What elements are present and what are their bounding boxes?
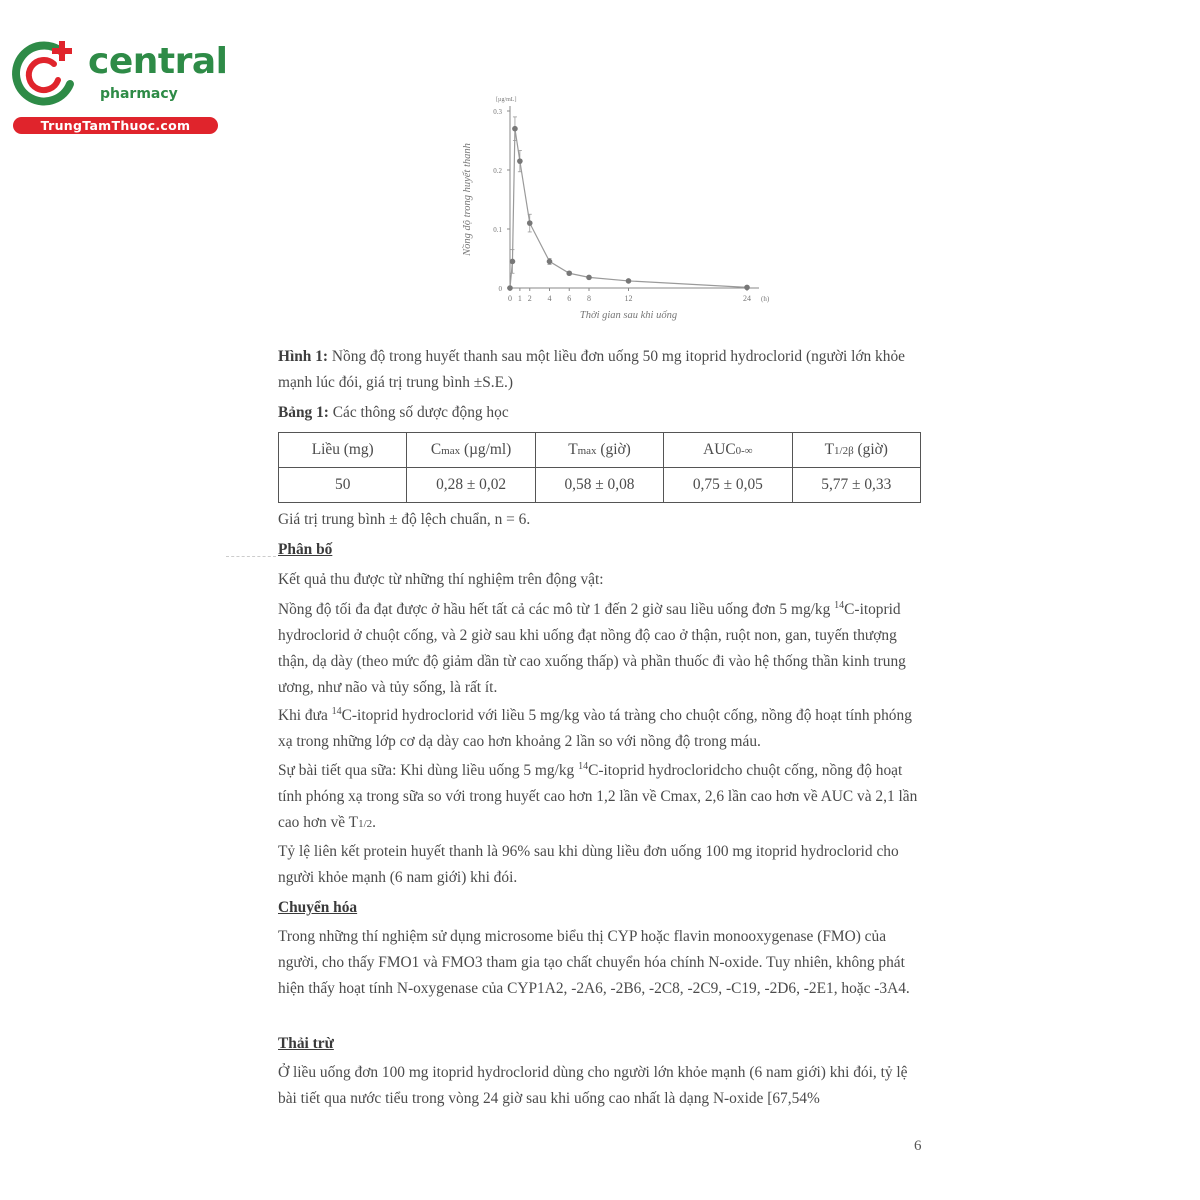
logo-sub-text: pharmacy [100,86,178,102]
svg-text:1: 1 [517,294,522,303]
svg-text:Thời gian sau khi uống: Thời gian sau khi uống [579,310,678,321]
distribution-paragraph-4: Sự bài tiết qua sữa: Khi dùng liều uống 5 mg/kg $^{14}$C-itoprid hydrocloridcho chuột cống, nồng độ hoạt tính phóng xạ trong sữa so với trong huyết cao hơn 1,2 lần về Cmax, 2,6 lần cao hơn về AUC và 2,1 lần cao hơn về T1/2. [278,761,918,831]
cell-half-life: 5,77 ± 0,33 [792,468,920,503]
header-half-life: T1/2β (giờ) [792,433,920,468]
svg-text:24: 24 [743,294,751,303]
svg-text:[µg/mL]: [µg/mL] [496,97,517,103]
svg-text:4: 4 [547,294,552,303]
svg-text:0: 0 [508,294,512,303]
svg-text:6: 6 [567,294,572,303]
section-heading-metabolism: Chuyển hóa [278,899,358,916]
central-pharmacy-logo[interactable] [10,38,228,138]
logo-url-badge[interactable]: TrungTamThuoc.com [13,117,218,134]
cell-auc: 0,75 ± 0,05 [664,468,792,503]
svg-text:(h): (h) [761,295,770,303]
distribution-paragraph-1: Kết quả thu được từ những thí nghiệm trên động vật: [278,571,604,588]
figure-label: Hình 1: [278,348,329,365]
svg-text:0.2: 0.2 [493,167,502,175]
table-row [279,468,921,503]
distribution-paragraph-5: Tỷ lệ liên kết protein huyết thanh là 96% sau khi dùng liều đơn uống 100 mg itoprid hydroclorid cho người khỏe mạnh (6 nam giới) khi đói. [278,843,899,886]
figure-caption [278,344,923,396]
table-caption-text: Các thông số dược động học [328,404,509,421]
table-caption [278,400,923,426]
section-heading-distribution: Phân bố [278,541,333,558]
metabolism-paragraph: Trong những thí nghiệm sử dụng microsome biểu thị CYP hoặc flavin monooxygenase (FMO) của người, cho thấy FMO1 và FMO3 tham gia tạo chất chuyển hóa chính N-oxide. Tuy nhiên, không phát hiện thấy hoạt tính N-oxygenase của CYP1A2, -2A6, -2B6, -2C8, -2C9, -C19, -2D6, -2E1, hoặc -3A4. [278,928,910,997]
cell-dose: 50 [279,468,407,503]
table-header-row [279,433,921,468]
header-tmax: Tmax (giờ) [535,433,663,468]
svg-text:0: 0 [498,285,502,293]
section-heading-elimination: Thải trừ [278,1035,334,1052]
line-chart [450,85,780,325]
header-dose: Liều (mg) [279,433,407,468]
cell-tmax: 0,58 ± 0,08 [535,468,663,503]
svg-text:0.1: 0.1 [493,226,502,234]
figure-caption-text: Nồng độ trong huyết thanh sau một liều đơn uống 50 mg itoprid hydroclorid (người lớn khỏe mạnh lúc đói, giá trị trung bình ±S.E.) [278,348,905,391]
svg-text:8: 8 [587,294,591,303]
svg-text:2: 2 [527,294,532,303]
cell-cmax: 0,28 ± 0,02 [407,468,535,503]
table-label: Bảng 1: [278,404,329,421]
table-note: Giá trị trung bình ± độ lệch chuẩn, n = 6. [278,511,531,528]
logo-brand-text: central [88,41,228,82]
svg-text:Nồng độ trong huyết thanh: Nồng độ trong huyết thanh [462,143,473,256]
distribution-paragraph-2: Nồng độ tối đa đạt được ở hầu hết tất cả các mô từ 1 đến 2 giờ sau liều uống đơn 5 mg/kg $^{14}$C-itoprid hydroclorid ở chuột cống, và 2 giờ sau khi uống đạt nồng độ cao ở thận, ruột non, gan, tuyến thượng thận, dạ dày (theo mức độ giảm dần từ cao xuống thấp) và phần thuốc đi vào hệ thống thần kinh trung ương, như não và tủy sống, là rất ít. [278,600,906,696]
svg-text:12: 12 [624,294,633,303]
page-number: 6 [914,1138,922,1154]
pharmacy-logo-icon [10,38,80,108]
serum-concentration-chart [450,85,780,325]
header-cmax: Cmax (µg/ml) [407,433,535,468]
elimination-paragraph: Ở liều uống đơn 100 mg itoprid hydroclorid dùng cho người lớn khỏe mạnh (6 nam giới) khi đói, tỷ lệ bài tiết qua nước tiểu trong vòng 24 giờ sau khi uống cao nhất là dạng N-oxide [67,54% [278,1064,908,1107]
pharmacokinetic-table [278,432,921,503]
distribution-paragraph-3: Khi đưa $^{14}$C-itoprid hydroclorid với liều 5 mg/kg vào tá tràng cho chuột cống, nồng độ hoạt tính phóng xạ trong những lớp cơ dạ dày cao hơn khoảng 2 lần so với nồng độ trong máu. [278,706,912,750]
scan-artifact-line [226,556,276,558]
header-auc: AUC0-∞ [664,433,792,468]
svg-text:0.3: 0.3 [493,108,502,116]
